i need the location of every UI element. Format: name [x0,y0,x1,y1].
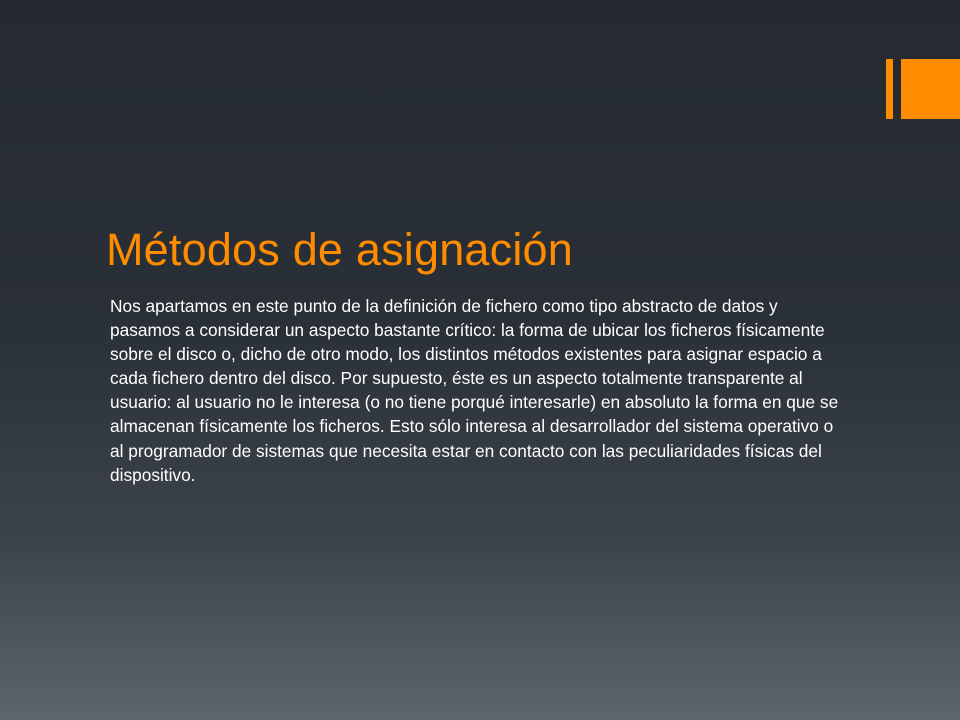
body-paragraph: sobre el disco o, dicho de otro modo, los distintos métodos existentes para asignar espacio a [110,344,822,365]
body-paragraph: al programador de sistemas que necesita estar en contacto con las peculiaridades físicas del [110,440,822,461]
accent-block [901,59,960,119]
body-paragraph: pasamos a considerar un aspecto bastante crítico: la forma de ubicar los ficheros físicamente [110,320,825,341]
accent-bar-thin [886,59,893,119]
slide-title: Métodos de asignación [106,224,574,275]
body-paragraph: usuario: al usuario no le interesa (o no tiene porqué interesarle) en absoluto la forma en que se [110,392,839,413]
body-paragraph: cada fichero dentro del disco. Por supuesto, éste es un aspecto totalmente transparente al [110,368,803,389]
body-paragraph: Nos apartamos en este punto de la definición de fichero como tipo abstracto de datos y [110,296,778,316]
body-paragraph: almacenan físicamente los ficheros. Esto sólo interesa al desarrollador del sistema operativo o [110,416,834,437]
slide-body [110,296,855,489]
body-paragraph: dispositivo. [110,464,196,485]
